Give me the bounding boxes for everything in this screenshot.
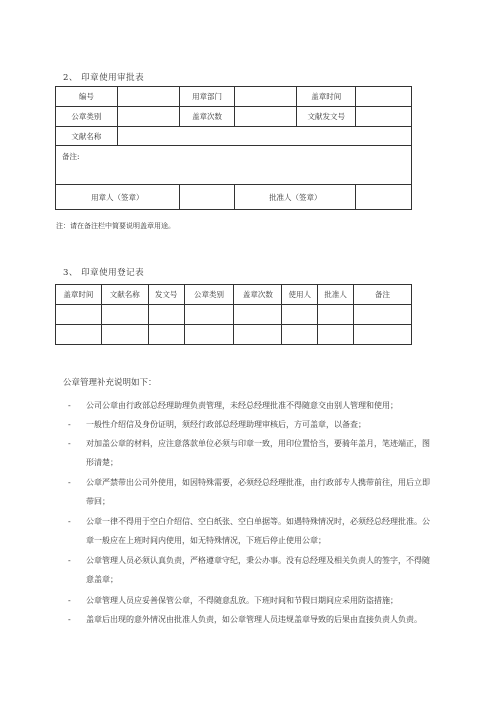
- register-header-row: [56, 285, 412, 305]
- supplement-title: 公章管理补充说明如下：: [63, 378, 157, 388]
- table-cell[interactable]: [56, 305, 102, 325]
- seal-approval-table: [55, 86, 412, 210]
- dash-bullet: -: [68, 517, 71, 526]
- dash-bullet: -: [68, 596, 71, 605]
- column-header: 公章类别: [184, 285, 234, 305]
- dash-bullet: -: [68, 615, 71, 624]
- dash-bullet: -: [68, 401, 71, 410]
- table-cell[interactable]: [318, 325, 354, 345]
- approver-signature-label: 批准人（签章）: [235, 185, 356, 210]
- register-form-heading: 3、 印章使用登记表: [63, 268, 145, 278]
- seal-time-value-cell[interactable]: [356, 87, 412, 107]
- table-cell[interactable]: [234, 305, 282, 325]
- table-cell[interactable]: [184, 305, 234, 325]
- user-signature-cell[interactable]: [179, 185, 235, 210]
- table-cell[interactable]: [282, 325, 318, 345]
- approval-form-note: 注：请在备注栏中简要说明盖章用途。: [56, 222, 175, 230]
- seal-register-table: [55, 284, 412, 345]
- serial-value-cell[interactable]: [117, 87, 179, 107]
- dash-bullet: -: [68, 556, 71, 565]
- table-cell[interactable]: [101, 305, 148, 325]
- table-cell[interactable]: [234, 325, 282, 345]
- list-item-text: 盖章后出现的意外情况由批准人负责，如公章管理人员违规盖章导致的后果由直接负责人负责。: [86, 615, 422, 624]
- column-header: 发文号: [148, 285, 184, 305]
- seal-count-label: 盖章次数: [179, 107, 235, 127]
- doc-name-label: 文献名称: [56, 127, 118, 146]
- table-cell[interactable]: [101, 325, 148, 345]
- user-signature-label: 用章人（签章）: [56, 185, 180, 210]
- table-cell[interactable]: [148, 305, 184, 325]
- remark-cell[interactable]: 备注:: [56, 146, 412, 185]
- list-item-text: 公章一律不得用于空白介绍信、空白纸张、空白单据等。如遇特殊情况时，必须经总经理批准。公章一般应在上班时间内使用，如无特殊情况，下班后停止使用公章；: [86, 517, 430, 545]
- dash-bullet: -: [68, 420, 71, 429]
- table-cell[interactable]: [318, 305, 354, 325]
- table-cell[interactable]: [56, 325, 102, 345]
- approver-signature-cell[interactable]: [356, 185, 412, 210]
- dash-bullet: -: [68, 439, 71, 448]
- column-header: 批准人: [318, 285, 354, 305]
- seal-category-value-cell[interactable]: [117, 107, 179, 127]
- doc-number-value-cell[interactable]: [356, 107, 412, 127]
- approval-form-heading: 2、 印章使用审批表: [63, 73, 145, 83]
- column-header: 文献名称: [101, 285, 148, 305]
- table-row: [56, 305, 412, 325]
- list-item-text: 公章管理人员必须认真负责，严格遵章守纪，秉公办事。没有总经理及相关负责人的签字，不得随意盖章；: [86, 556, 430, 584]
- table-cell[interactable]: [354, 325, 412, 345]
- list-item-text: 一般性介绍信及身份证明，须经行政部总经理助理审核后，方可盖章，以备查；: [86, 420, 366, 429]
- dash-bullet: -: [68, 478, 71, 487]
- table-row: [56, 325, 412, 345]
- table-cell[interactable]: [148, 325, 184, 345]
- serial-label: 编号: [56, 87, 118, 107]
- seal-time-label: 盖章时间: [297, 87, 356, 107]
- seal-count-value-cell[interactable]: [235, 107, 297, 127]
- seal-category-label: 公章类别: [56, 107, 118, 127]
- doc-name-value-cell[interactable]: [117, 127, 411, 146]
- table-cell[interactable]: [354, 305, 412, 325]
- dept-value-cell[interactable]: [235, 87, 297, 107]
- table-cell[interactable]: [282, 305, 318, 325]
- column-header: 盖章次数: [234, 285, 282, 305]
- dept-label: 用章部门: [179, 87, 235, 107]
- doc-number-label: 文献发文号: [297, 107, 356, 127]
- column-header: 盖章时间: [56, 285, 102, 305]
- list-item-text: 公司公章由行政部总经理助理负责管理，未经总经理批准不得随意交由别人管理和使用；: [86, 401, 398, 410]
- column-header: 备注: [354, 285, 412, 305]
- list-item-text: 公章严禁带出公司外使用，如因特殊需要，必须经总经理批准，由行政部专人携带前往，用后立即带回；: [86, 478, 430, 506]
- list-item-text: 公章管理人员应妥善保管公章，不得随意乱放。下班时间和节假日期间应采用防盗措施；: [86, 596, 398, 605]
- list-item-text: 对加盖公章的材料，应注意落款单位必须与印章一致，用印位置恰当，要骑年盖月，笔迹端正，图形清楚；: [86, 439, 430, 467]
- column-header: 使用人: [282, 285, 318, 305]
- table-cell[interactable]: [184, 325, 234, 345]
